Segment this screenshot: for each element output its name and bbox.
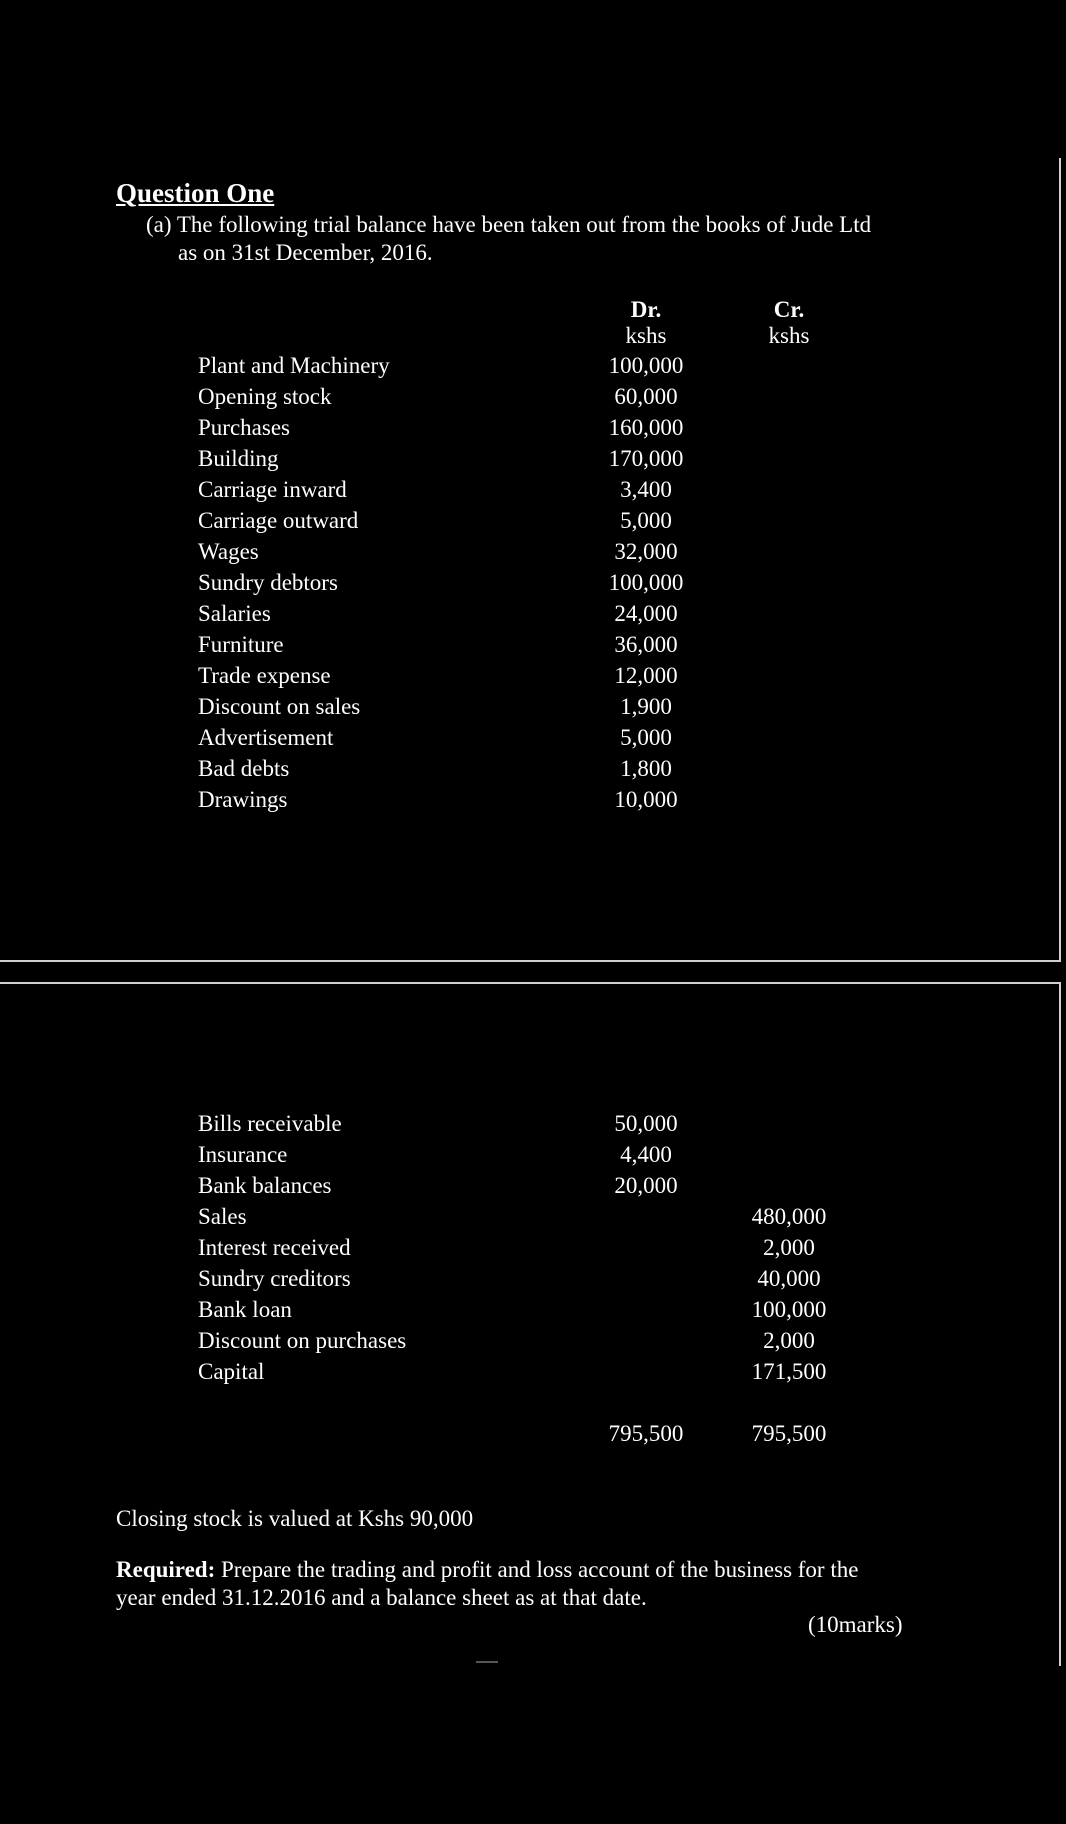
credit-amount: 100,000 (751, 1297, 827, 1322)
account-name: Opening stock (198, 384, 332, 409)
debit-amount: 4,400 (620, 1142, 672, 1167)
account-name: Discount on purchases (198, 1328, 407, 1353)
account-name: Bills receivable (198, 1111, 342, 1136)
debit-amount: 60,000 (614, 384, 678, 409)
required-text-1: Prepare the trading and profit and loss account of the business for the (215, 1557, 859, 1582)
account-name: Salaries (198, 601, 271, 626)
debit-amount: 24,000 (614, 601, 678, 626)
account-name: Sales (198, 1204, 247, 1229)
page-separator-top (0, 960, 1061, 962)
debit-amount: 160,000 (608, 415, 684, 440)
account-name: Wages (198, 539, 259, 564)
debit-amount: 10,000 (614, 787, 678, 812)
credit-amount: 2,000 (763, 1235, 815, 1260)
closing-stock-note: Closing stock is valued at Kshs 90,000 (116, 1506, 474, 1531)
table-row (0, 694, 1066, 725)
account-name: Carriage outward (198, 508, 359, 533)
debit-amount: 170,000 (608, 446, 684, 471)
table-row (0, 1142, 1066, 1173)
debit-amount: 12,000 (614, 663, 678, 688)
table-row (0, 508, 1066, 539)
marks-label: (10marks) (808, 1612, 903, 1637)
page-dash (476, 1661, 498, 1663)
total-cr: 795,500 (751, 1421, 827, 1446)
account-name: Insurance (198, 1142, 288, 1167)
account-name: Purchases (198, 415, 290, 440)
table-row (0, 384, 1066, 415)
table-row (0, 539, 1066, 570)
table-row (0, 1111, 1066, 1142)
account-name: Carriage inward (198, 477, 347, 502)
table-row (0, 570, 1066, 601)
debit-amount: 36,000 (614, 632, 678, 657)
account-name: Sundry debtors (198, 570, 338, 595)
required-line-2: year ended 31.12.2016 and a balance sheet as at that date. (116, 1585, 647, 1610)
required-line-1 (116, 1557, 858, 1583)
table-row (0, 477, 1066, 508)
account-name: Plant and Machinery (198, 353, 390, 378)
account-name: Bank loan (198, 1297, 292, 1322)
account-name: Advertisement (198, 725, 334, 750)
table-row (0, 787, 1066, 818)
account-name: Capital (198, 1359, 265, 1384)
table-row (0, 1235, 1066, 1266)
required-label: Required: (116, 1557, 216, 1582)
account-name: Discount on sales (198, 694, 361, 719)
debit-amount: 5,000 (620, 725, 672, 750)
table-row (0, 756, 1066, 787)
account-name: Furniture (198, 632, 284, 657)
table-row (0, 1359, 1066, 1390)
debit-amount: 20,000 (614, 1173, 678, 1198)
debit-amount: 1,900 (620, 694, 672, 719)
total-dr: 795,500 (608, 1421, 684, 1446)
table-row (0, 632, 1066, 663)
debit-amount: 1,800 (620, 756, 672, 781)
table-row (0, 601, 1066, 632)
question-heading: Question One (116, 178, 275, 208)
table-row (0, 1173, 1066, 1204)
credit-amount: 480,000 (751, 1204, 827, 1229)
table-row (0, 415, 1066, 446)
credit-amount: 2,000 (763, 1328, 815, 1353)
table-row (0, 1297, 1066, 1328)
account-name: Interest received (198, 1235, 351, 1260)
table-row (0, 1204, 1066, 1235)
cr-unit-label: kshs (768, 323, 810, 348)
credit-amount: 171,500 (751, 1359, 827, 1384)
debit-amount: 100,000 (608, 353, 684, 378)
account-name: Drawings (198, 787, 288, 812)
dr-column-header: Dr. (630, 297, 662, 322)
intro-line-2: as on 31st December, 2016. (178, 240, 433, 265)
table-row (0, 663, 1066, 694)
table-row (0, 1328, 1066, 1359)
account-name: Trade expense (198, 663, 331, 688)
debit-amount: 3,400 (620, 477, 672, 502)
dr-unit-label: kshs (625, 323, 667, 348)
account-name: Bank balances (198, 1173, 332, 1198)
account-name: Bad debts (198, 756, 290, 781)
intro-line-1: (a) The following trial balance have been taken out from the books of Jude Ltd (146, 212, 872, 237)
page-separator-bottom (0, 982, 1061, 984)
debit-amount: 50,000 (614, 1111, 678, 1136)
credit-amount: 40,000 (757, 1266, 821, 1291)
cr-column-header: Cr. (773, 297, 805, 322)
debit-amount: 5,000 (620, 508, 672, 533)
table-row (0, 725, 1066, 756)
account-name: Building (198, 446, 279, 471)
table-row (0, 353, 1066, 384)
table-row (0, 1266, 1066, 1297)
debit-amount: 100,000 (608, 570, 684, 595)
table-row (0, 446, 1066, 477)
account-name: Sundry creditors (198, 1266, 351, 1291)
debit-amount: 32,000 (614, 539, 678, 564)
